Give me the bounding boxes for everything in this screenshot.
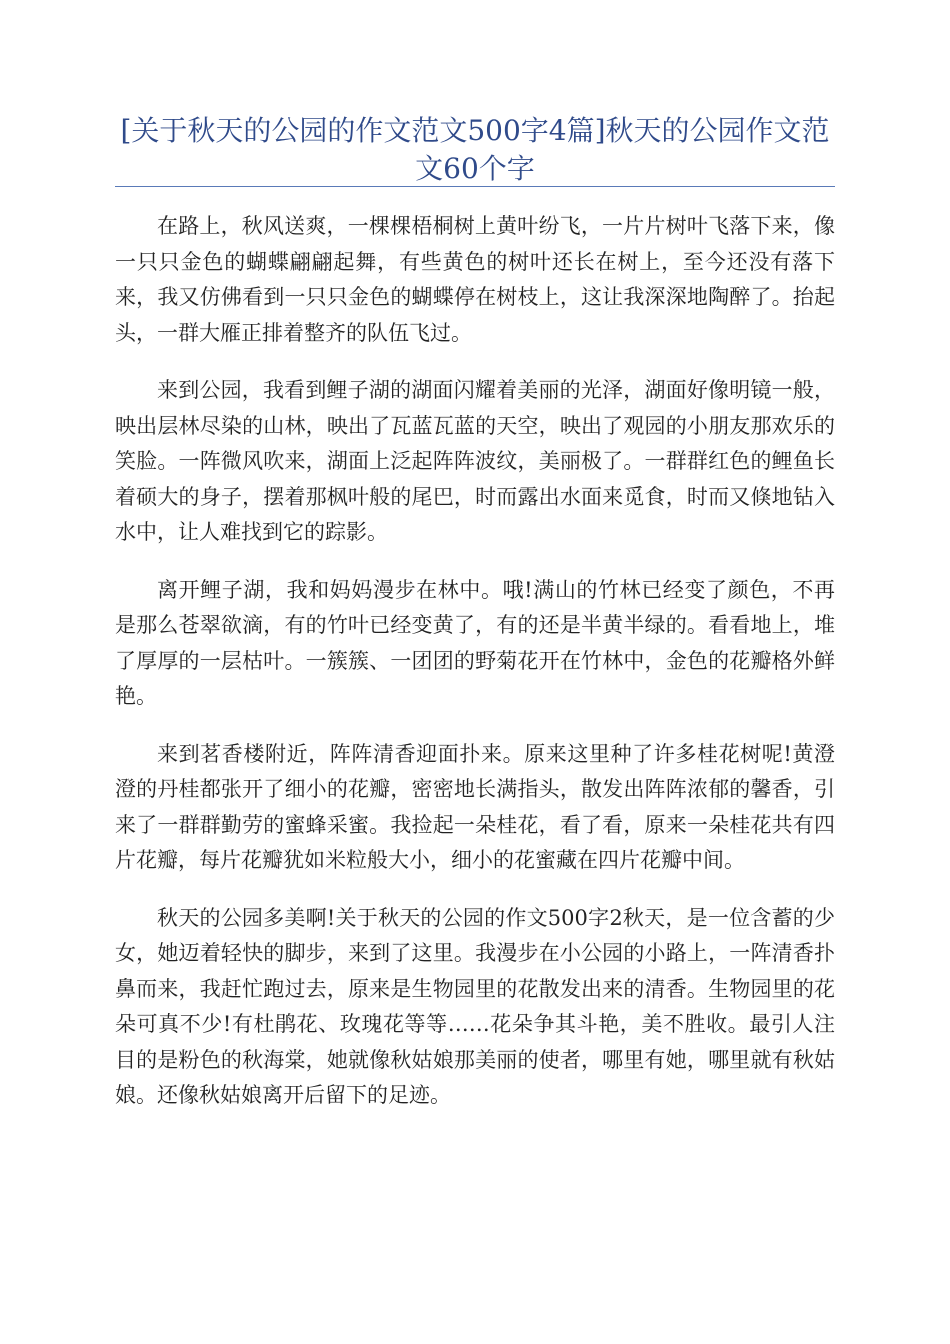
- article-body: [115, 209, 835, 1136]
- paragraph-4: 来到茗香楼附近，阵阵清香迎面扑来。原来这里种了许多桂花树呢!黄澄澄的丹桂都张开了细小的花瓣，密密地长满指头，散发出阵阵浓郁的馨香，引来了一群群勤劳的蜜蜂采蜜。我捡起一朵桂花，看了看，原来一朵桂花共有四片花瓣，每片花瓣犹如米粒般大小，细小的花蜜藏在四片花瓣中间。: [115, 741, 835, 872]
- page-title: [关于秋天的公园的作文范文500字4篇]秋天的公园作文范文60个字: [120, 114, 830, 185]
- title-block: [115, 112, 835, 188]
- paragraph-3: 离开鲤子湖，我和妈妈漫步在林中。哦!满山的竹林已经变了颜色，不再是那么苍翠欲滴，有的竹叶已经变黄了，有的还是半黄半绿的。看看地上，堆了厚厚的一层枯叶。一簇簇、一团团的野菊花开在竹林中，金色的花瓣格外鲜艳。: [115, 577, 835, 708]
- paragraph-2: 来到公园，我看到鲤子湖的湖面闪耀着美丽的光泽，湖面好像明镜一般，映出层林尽染的山林，映出了瓦蓝瓦蓝的天空，映出了观园的小朋友那欢乐的笑脸。一阵微风吹来，湖面上泛起阵阵波纹，美丽极了。一群群红色的鲤鱼长着硕大的身子，摆着那枫叶般的尾巴，时而露出水面来觅食，时而又倏地钻入水中，让人难找到它的踪影。: [115, 378, 835, 544]
- title-underline-rule: [115, 186, 835, 187]
- paragraph-5: 秋天的公园多美啊!关于秋天的公园的作文500字2秋天，是一位含蓄的少女，她迈着轻快的脚步，来到了这里。我漫步在小公园的小路上，一阵清香扑鼻而来，我赶忙跑过去，原来是生物园里的花散发出来的清香。生物园里的花朵可真不少!有杜鹃花、玫瑰花等等……花朵争其斗艳，美不胜收。最引人注目的是粉色的秋海棠，她就像秋姑娘那美丽的使者，哪里有她，哪里就有秋姑娘。还像秋姑娘离开后留下的足迹。: [115, 905, 835, 1107]
- paragraph-1: 在路上，秋风送爽，一棵棵梧桐树上黄叶纷飞，一片片树叶飞落下来，像一只只金色的蝴蝶翩翩起舞，有些黄色的树叶还长在树上，至今还没有落下来，我又仿佛看到一只只金色的蝴蝶停在树枝上，这让我深深地陶醉了。抬起头，一群大雁正排着整齐的队伍飞过。: [115, 214, 835, 345]
